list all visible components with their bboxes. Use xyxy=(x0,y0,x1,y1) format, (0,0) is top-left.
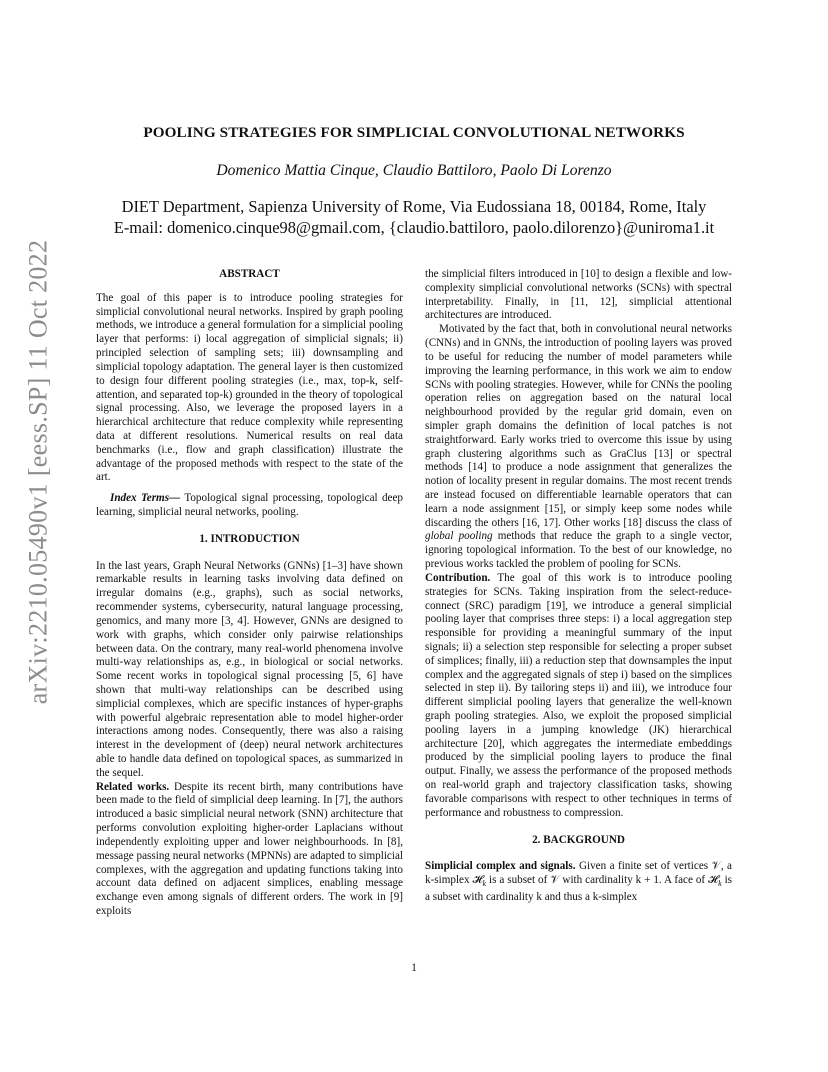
left-column xyxy=(96,268,403,919)
affiliation-line: DIET Department, Sapienza University of Rome, Via Eudossiana 18, 00184, Rome, Italy xyxy=(121,197,707,216)
contribution-paragraph xyxy=(425,572,732,821)
abstract-heading: ABSTRACT xyxy=(219,268,280,280)
motivation-text-b: methods that reduce the graph to a single vector, ignoring topological information. To the best of our knowledge, no previous works tackled the problem of pooling for SCNs. xyxy=(425,530,732,571)
related-works-paragraph xyxy=(96,781,403,919)
motivation-paragraph xyxy=(425,323,732,572)
vertex-set-symbol: 𝒱 xyxy=(711,860,721,873)
background-paragraph: Simplicial complex and signals. Given a finite set of vertices 𝒱, a k-simplex 𝓗$_k$ is a subset of 𝒱 with cardinality k + 1. A face of 𝓗$_k$ is a subset with cardinality k and thus a k-simplex xyxy=(425,860,733,904)
page-number: 1 xyxy=(411,962,417,974)
simplex-symbol: 𝓗$_k$ xyxy=(472,874,487,889)
abstract-text: The goal of this paper is to introduce pooling strategies for simplicial convolutional neural networks. Inspired by graph pooling methods, we introduce a general formulation for a simplicial pooling layer that performs: i) local aggregation of simplicial signals; ii) principled selection of sampling sets; iii) downsampling and simplicial topology adaptation. The general layer is then customized to design four different pooling strategies (i.e., max, top-k, self-attention, and separated top-k) grounded in the theory of topological signal processing. Also, we leverage the proposed layers in a hierarchical architecture that reduce complexity while representing data at different resolutions. Numerical results on real data benchmarks (i.e., flow and graph classification) illustrate the advantage of the proposed methods with respect to the state of the art. xyxy=(96,291,403,484)
contribution-text: The goal of this work is to introduce pooling strategies for SCNs. Taking inspiration from the select-reduce-connect (SRC) paradigm [19], we introduce a general simplicial pooling layer that comprises three steps: i) a local aggregation step responsible for providing a meaningful summary of the input signals; ii) a selection step responsible for selecting a proper subset of simplices; finally, iii) a reduction step that downsamples the input complex and the aggregated signals of step i) based on the simplices selected in step ii). By tailoring steps ii) and iii), we introduce four different simplicial pooling layers that generalize the well-known graph pooling strategies. Also, we exploit the proposed simplicial pooling layers in a jumping knowledge (JK) hierarchical architecture [20], which aggregates the intermediate embeddings produced by the simplicial pooling layers to produce the final output. Finally, we assess the performance of the proposed methods on real-world graph and trajectory classification tasks, showing favorable comparisons with respect to other techniques in terms of performance and robustness to compression. xyxy=(425,571,732,819)
right-column xyxy=(425,268,732,905)
paper-title: POOLING STRATEGIES FOR SIMPLICIAL CONVOLUTIONAL NETWORKS xyxy=(143,124,685,141)
contribution-label: Contribution. xyxy=(425,571,491,584)
email-line: E-mail: domenico.cinque98@gmail.com, {claudio.battiloro, paolo.dilorenzo}@uniroma1.it xyxy=(113,218,715,237)
arxiv-stamp-text: arXiv:2210.05490v1 [eess.SP] 11 Oct 2022 xyxy=(23,239,52,705)
related-works-text: Despite its recent birth, many contributions have been made to the field of simplicial deep learning. In [7], the authors introduced a basic simplicial neural network (SNN) architecture that performs convolution exploiting higher-order Laplacians without independently exploiting upper and lower neighbourhoods. In [8], message passing neural networks (MPNNs) are adapted to simplicial complexes, with the aggregation and updating functions taking into account data defined on adjacent simplices, enabling message exchange even among signals of different orders. The work in [9] exploits xyxy=(96,780,404,917)
intro-heading: 1. INTRODUCTION xyxy=(199,532,300,545)
index-terms-text: Topological signal processing, topological deep learning, simplicial neural networks, pooling. xyxy=(96,492,403,518)
arxiv-identifier-stamp xyxy=(20,239,56,705)
affiliation-block xyxy=(0,196,828,238)
intro-continued-paragraph: the simplicial filters introduced in [10] to design a flexible and low-complexity simplicial convolutional networks (SCNs) with spectral interpretability. Finally, in [11, 12], simplicial attentional architectures are introduced. xyxy=(425,268,732,322)
vertex-set-symbol-2: 𝒱 xyxy=(550,874,560,887)
motivation-text-a: Motivated by the fact that, both in convolutional neural networks (CNNs) and in GNNs, the introduction of pooling layers was proved to be useful for reducing the number of model parameters while improving the learning performance, in this work we aim to endow SCNs with pooling strategies. However, while for CNNs the pooling operation relies on aggregation based on the natural local neighbourhood provided by the regular grid domain, even on simpler graph domains the definition of local patches is not straightforward. Early works tried to overcome this issue by using graph clustering algorithms such as GraClus [13] or spectral methods [14] to produce a node assignment that generalizes the notion of locality present in regular domains. The most recent trends are instead focused on differentiable learnable operators that can learn a node assignment [15], or simply keep some nodes while discarding the others [16, 17]. Other works [18] discuss the class of xyxy=(425,323,732,529)
paper-authors: Domenico Mattia Cinque, Claudio Battiloro, Paolo Di Lorenzo xyxy=(216,162,612,179)
background-heading: 2. BACKGROUND xyxy=(532,833,625,846)
global-pooling-term: global pooling xyxy=(425,530,493,543)
index-terms-label: Index Terms— xyxy=(110,492,181,505)
index-terms xyxy=(96,492,403,520)
related-works-label: Related works. xyxy=(96,780,170,793)
background-label: Simplicial complex and signals. xyxy=(425,860,576,873)
simplex-symbol-2: 𝓗$_k$ xyxy=(708,874,722,889)
intro-paragraph-1: In the last years, Graph Neural Networks (GNNs) [1–3] have shown remarkable results in learning tasks involving data defined on irregular domains (e.g., graphs), such as social networks, recommender systems, cybersecurity, natural language processing, genomics, and many more [3, 4]. However, GNNs are designed to work with graphs, which consider only pairwise relationships between data. On the contrary, many real-world phenomena involve multi-way relationships as, e.g., in biological or social networks. Some recent works in topological signal processing [5, 6] have shown that multi-way relationships can be described using simplicial complexes, which are specific instances of hyper-graphs with powerful algebraic representation able to model higher-order interactions among nodes. Consequently, there was also a raising interest in the development of (deep) neural network architectures able to handle data defined on topological spaces, as summarized in the sequel. xyxy=(96,559,403,779)
